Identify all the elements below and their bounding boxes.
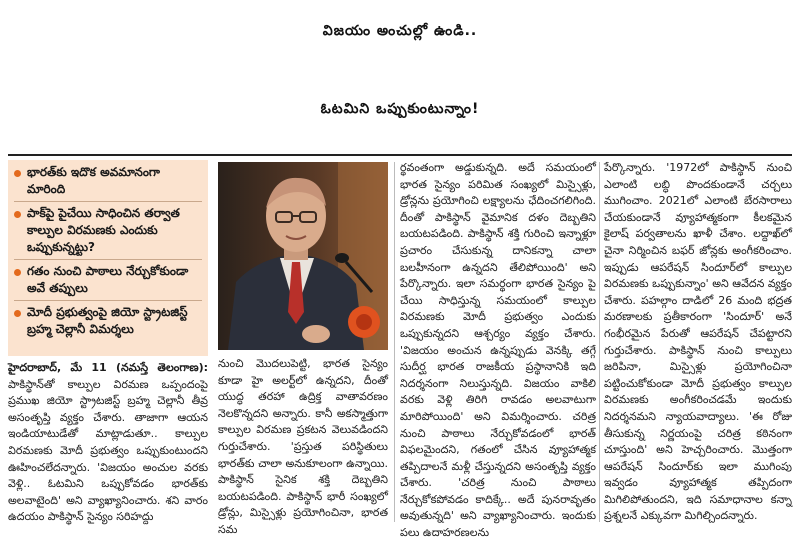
bullet-icon [14,170,21,177]
column-divider [394,162,395,522]
highlights-box [8,160,208,356]
column-text: పేర్కొన్నారు. '1972లో పాకిస్థాన్ నుంచి ఎలాంటి లబ్ధి పొందకుండానే చర్చలు ముగించాం. 2021లో ఎలాంటి బేరసారాలు చేయకుండానే వ్యూహాత్మకంగా కీలకమైన కైలాష్ పర్వతాలను ఖాళీ చేశాం. లద్దాఖ్‌లో చైనా నిర్మించిన బఫర్ జోన్లకు అంగీకరించాం. ఇప్పుడు ఆపరేషన్ సిందూర్‌లో కాల్పుల విరమణకు ఒప్పుకున్నాం' అని ఆవేదన వ్యక్తం చేశారు. పహల్గాం దాడిలో 26 మంది భద్రత మరణాలకు ప్రతీకారంగా 'సిందూర్' అనే గంభీరమైన పేరుతో ఆపరేషన్ చేపట్టారని గుర్తుచేశారు. పాకిస్థాన్ నుంచి కాల్పులు జరిపినా, మిస్సైళ్లు ప్రయోగించినా పట్టించుకోకుండా మోదీ ప్రభుత్వం కాల్పుల విరమణకు అంగీకరించడమే ఇందుకు నిదర్శనమని న్యాయవాద్యాలు. 'ఈ రోజు తీసుకున్న నిర్ణయంపై చరిత్ర కఠినంగా చూస్తుంది' అని హెచ్చరించారు. మొత్తంగా ఆపరేషన్ సిందూర్‌కు ఇలా ముగింపు ఇవ్వడం వ్యూహాత్మక తప్పిదంగా మిగిలిపోతుందని, ఇది సమాధానాల కన్నా ప్రశ్నలనే ఎక్కువగా మిగిల్చిందన్నారు. [604,161,792,523]
highlight-divider [14,300,202,301]
speaker-photo [218,162,388,350]
highlight-item [14,164,202,198]
article-column-4 [604,160,792,524]
column-text: పాకిస్థాన్‌తో కాల్పుల విరమణ ఒప్పందంపై ప్రముఖ జియో స్ట్రాటజిస్ట్ బ్రహ్మ చెల్లానీ తీవ్ర అసంతృప్తి వ్యక్తం చేశారు. తాజాగా ఆయన ఇండియాటుడేతో మాట్లాడుతూ.. కాల్పుల విరమణకు మోదీ ప్రభుత్వం ఒప్పుకుంటుందని ఊహించలేదన్నారు. 'విజయం అంచుల వరకు వెళ్లి.. ఓటమిని ఒప్పుకోవడం భారత్‌కు అలవాటైంది' అని వ్యాఖ్యానించారు. శని వారం ఉదయం పాకిస్థాన్ సైన్యం సరిహద్దు [8,377,208,524]
highlight-item [14,205,202,256]
article-column-1 [8,360,208,524]
highlight-divider [14,259,202,260]
dateline: హైదరాబాద్, మే 11 (నమస్తే తెలంగాణ): [8,361,208,374]
bullet-icon [14,211,21,218]
headline-line-1: విజయం అంచుల్లో ఉండి.. [322,23,478,39]
article-column-2 [218,356,388,536]
column-text: ర్థవంతంగా అడ్డుకున్నది. అదే సమయంలో భారత సైన్యం పరిమిత సంఖ్యలో మిస్సైళ్లు, డ్రోన్లను ప్రయోగించి లక్ష్యాలను ఛేదించగలిగింది. దీంతో పాకిస్థాన్ వైమానిక దళం దెబ్బతిని బయటపడింది. పాకిస్థాన్ శక్తి గురించి ఇన్నాళ్లూ ప్రచారం చేసుకున్న దానికన్నా చాలా బలహీనంగా ఉన్నదని తేలిపోయింది' అని పేర్కొన్నారు. ఇలా సమర్థంగా భారత సైన్యం పై చేయి సాధిస్తున్న సమయంలో కాల్పుల విరమణకు మోదీ ప్రభుత్వం ఎందుకు ఒప్పుకున్నదని ఆశ్చర్యం వ్యక్తం చేశారు. 'విజయం అంచున ఉన్నప్పుడు వెనక్కి తగ్గే సుదీర్ఘ భారత రాజకీయ ప్రస్థానానికి ఇది నిదర్శనంగా నిలుస్తున్నది. విజయం వాకిలి వరకు వెళ్లి తిరిగి రావడం అలవాటుగా మారిపోయింది' అని విమర్శించారు. చరిత్ర నుంచి పాఠాలు నేర్చుకోవడంలో భారత్ విఫలమైందని, గతంలో చేసిన వ్యూహాత్మక తప్పిదాలనే మళ్లీ చేస్తున్నదని అసంతృప్తి వ్యక్తం చేశారు. 'చరిత్ర నుంచి పాఠాలు నేర్చుకోకపోవడం కాదిక్కే.. అదే పునరావృతం అవుతున్నది' అని వ్యాఖ్యానించారు. ఇందుకు పలు ఉదాహరణలను [400,161,596,540]
highlight-text: మోదీ ప్రభుత్వంపై జియో స్ట్రాటజిస్ట్ బ్రహ్మ చెల్లానీ విమర్శలు [27,305,188,336]
highlight-divider [14,201,202,202]
column-text: నుంచి మొదలుపెట్టి, భారత సైన్యం కూడా హై అలర్ట్‌లో ఉన్నదని, దీంతో యుద్ధ తరహా ఉద్రిక్త వాతావరణం నెలకొన్నదని అన్నారు. కానీ అకస్మాత్తుగా కాల్పుల విరమణ ప్రకటన వెలువడిందని గుర్తుచేశారు. 'ప్రస్తుత పరిస్థితులు భారత్‌కు చాలా అనుకూలంగా ఉన్నాయి. పాకిస్థాన్ సైనిక శక్తి దెబ్బతిని బయటపడింది. పాకిస్థాన్ భారీ సంఖ్యలో డ్రోన్లు, మిస్సైళ్లు ప్రయోగించినా, భారత సమ [218,357,388,536]
bullet-icon [14,269,21,276]
article-body [8,160,792,540]
speaker-illustration [218,162,388,350]
bullet-icon [14,310,21,317]
column-divider [599,162,600,522]
highlight-text: గతం నుంచి పాఠాలు నేర్చుకోకుండా అవే తప్పులు [27,264,189,295]
article-column-3 [400,160,596,540]
highlight-item [14,263,202,297]
highlight-item [14,304,202,338]
highlight-text: భారత్‌కు ఇదొక అవమానంగా మారింది [27,165,160,196]
highlight-text: పాక్‌పై పైచేయి సాధించిన తర్వాత కాల్పుల విరమణకు ఎందుకు ఒప్పుకున్నట్టు? [27,206,180,254]
headline-divider [8,154,792,156]
headline-line-2: ఓటమిని ఒప్పుకుంటున్నాం! [320,101,480,117]
